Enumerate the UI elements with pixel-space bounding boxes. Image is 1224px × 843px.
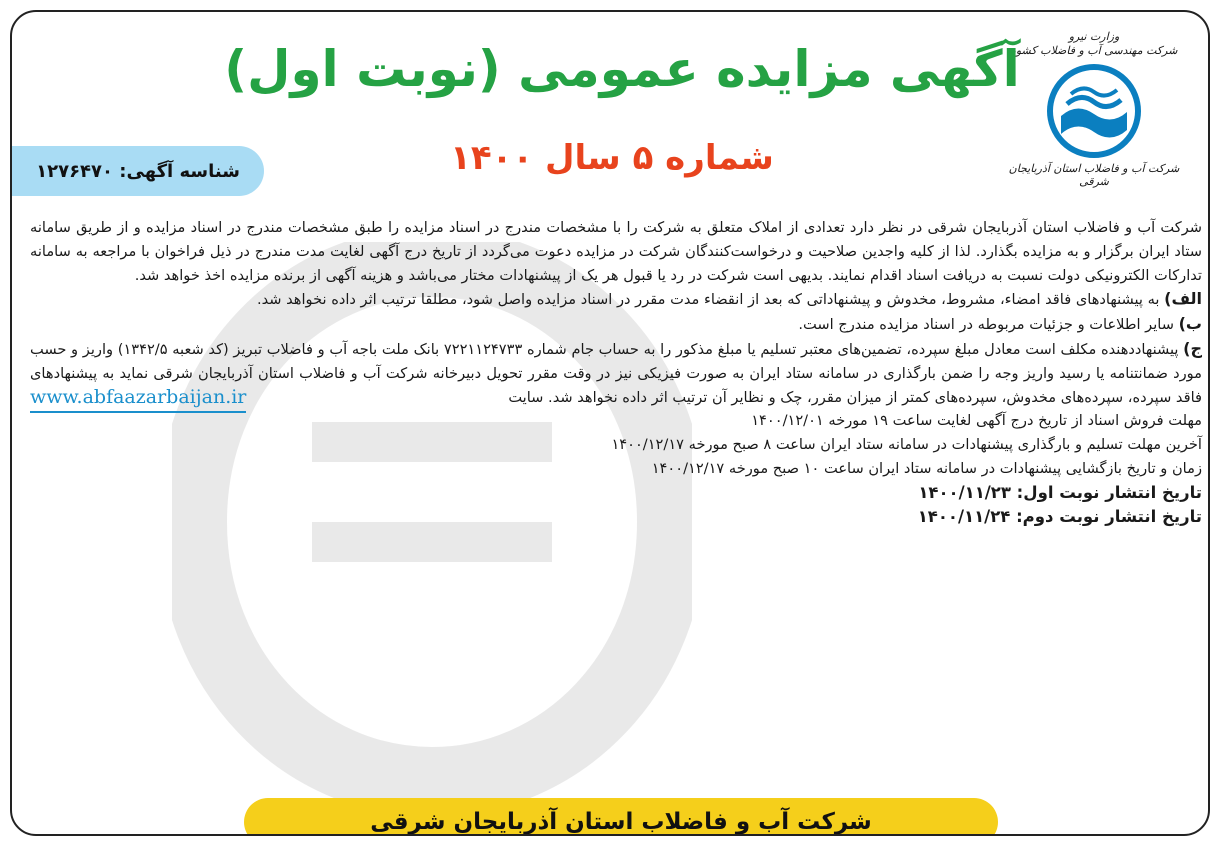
water-drop-waves-icon xyxy=(1047,64,1141,158)
intro-paragraph: شرکت آب و فاضلاب استان آذربایجان شرقی در نظر دارد تعدادی از املاک متعلق به شرکت را با مشخصات مندرج در اسناد مزایده را طبق مشخصات مندرج در اسناد مزایده و از طریق سامانه ستاد ایران برگزار و به مزایده بگذارد. لذا از کلیه واجدین صلاحیت و درخواست‌کنندگان شرکت در مزایده دعوت می‌گردد از تاریخ درج آگهی لغایت مدت مندرج در ذیل فراخوان با مراجعه به سامانه تدارکات الکترونیکی دولت نسبت به دریافت اسناد اقدام نمایند. بدیهی است شرکت در رد یا قبول هر یک از پیشنهادات مختار می‌باشد و هزینه آگهی از برنده مزایده اخذ خواهد شد. xyxy=(30,219,1202,284)
footer-company-banner: شرکت آب و فاضلاب استان آذربایجان شرقی xyxy=(244,798,998,836)
publish-date-first: تاریخ انتشار نوبت اول: ۱۴۰۰/۱۱/۲۳ xyxy=(918,482,1202,502)
item-a-label: الف) xyxy=(1164,289,1202,309)
page-title: آگهی مزایده عمومی (نوبت اول) xyxy=(224,40,1020,98)
item-c xyxy=(30,337,1202,409)
item-a-text: به پیشنهادهای فاقد امضاء، مشروط، مخدوش و پیشنهاداتی که بعد از انقضاء مدت مقرر در اسناد مزایده واصل شود، مطلقا ترتیب اثر داده نخواهد شد. xyxy=(256,291,1160,309)
logo-company-name: شرکت آب و فاضلاب استان آذربایجان شرقی xyxy=(1008,162,1180,188)
publish-date-second: تاریخ انتشار نوبت دوم: ۱۴۰۰/۱۱/۲۴ xyxy=(917,506,1202,526)
opening-time: زمان و تاریخ بازگشایی پیشنهادات در سامانه ستاد ایران ساعت ۱۰ صبح مورخه ۱۴۰۰/۱۲/۱۷ xyxy=(651,459,1202,477)
item-a xyxy=(30,287,1202,312)
ad-id-badge: شناسه آگهی: ۱۲۷۶۴۷۰ xyxy=(12,146,264,196)
item-b xyxy=(30,312,1202,337)
item-c-label: ج) xyxy=(1183,338,1202,358)
item-b-text: سایر اطلاعات و جزئیات مربوطه در اسناد مزایده مندرج است. xyxy=(798,316,1174,334)
parent-company-name: شرکت مهندسی آب و فاضلاب کشور xyxy=(1010,44,1178,57)
item-c-text: پیشنهاددهنده مکلف است معادل مبلغ سپرده، تضمین‌های معتبر تسلیم یا مبلغ مذکور را به حساب جام شماره ۷۲۲۱۱۲۴۷۳۳ بانک ملت باجه آب و فاضلاب تبریز (کد شعبه ۱۳۴۲/۵) واریز و حسب مورد ضمانتنامه یا رسید واریز وجه را ضمن بارگذاری در سامانه ستاد ایران به صورت فیزیکی نیز در وقت مقرر تحویل دبیرخانه شرکت آب و فاضلاب استان آذربایجان شرقی نماید به پیشنهادهای فاقد سپرده، سپرده‌های مخدوش، سپرده‌های کمتر از میزان مقرر، چک و نظایر آن ترتیب اثر داده نخواهد شد. سایت xyxy=(30,340,1202,406)
auction-number: شماره ۵ سال ۱۴۰۰ xyxy=(450,138,774,178)
ministry-name: وزارت نیرو xyxy=(1068,30,1120,43)
advertisement-frame xyxy=(10,10,1210,836)
announcement-body xyxy=(30,216,1202,528)
item-b-label: ب) xyxy=(1178,314,1202,334)
deadline-submit: آخرین مهلت تسلیم و بارگذاری پیشنهادات در سامانه ستاد ایران ساعت ۸ صبح مورخه ۱۴۰۰/۱۲/۱۷ xyxy=(611,436,1202,454)
deadline-sale: مهلت فروش اسناد از تاریخ درج آگهی لغایت ساعت ۱۹ مورخه ۱۴۰۰/۱۲/۰۱ xyxy=(751,412,1202,430)
website-link[interactable]: www.abfaazarbaijan.ir xyxy=(30,386,246,414)
